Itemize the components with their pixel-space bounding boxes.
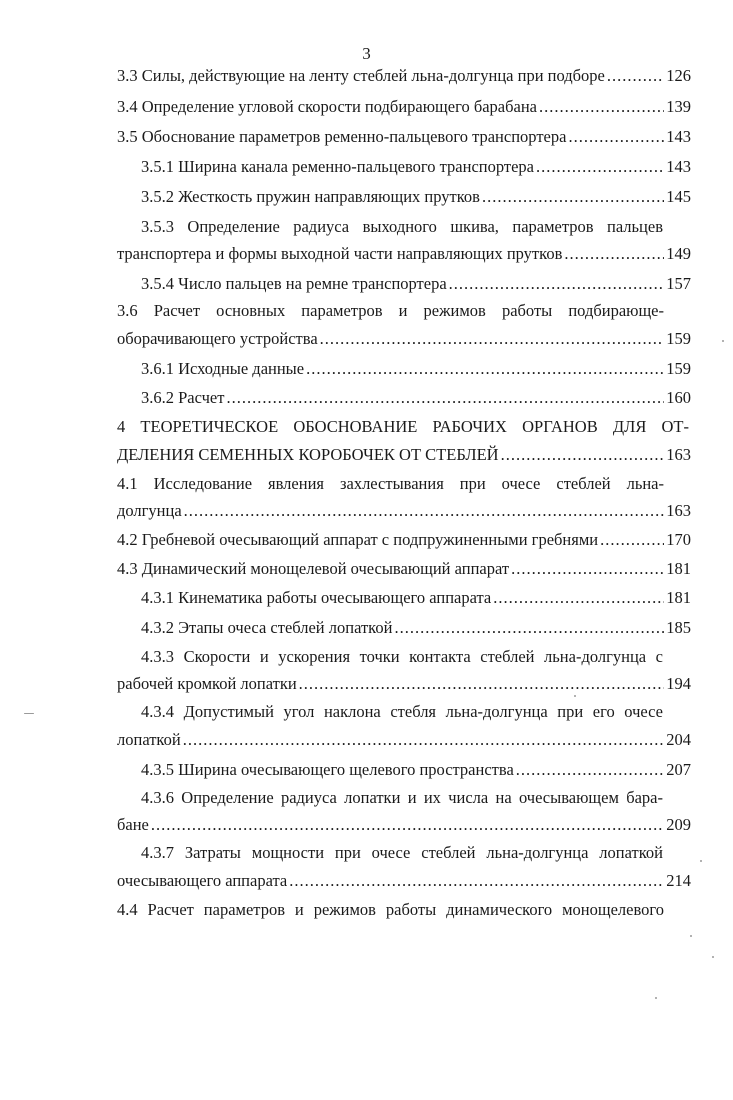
- toc-entry-3-5-3-line2[interactable]: [117, 244, 691, 264]
- toc-entry-title: 4 ТЕОРЕТИЧЕСКОЕ ОБОСНОВАНИЕ РАБОЧИХ ОРГАНОВ ДЛЯ ОТ-: [117, 417, 689, 436]
- toc-leader-dots: [607, 66, 664, 86]
- toc-entry-title: 4.3.2 Этапы очеса стеблей лопаткой: [141, 618, 393, 637]
- toc-leader-dots: [600, 530, 664, 550]
- toc-entry-4-3-1[interactable]: [141, 588, 691, 608]
- toc-leader-dots: [151, 815, 664, 835]
- toc-leader-dots: [449, 274, 665, 294]
- toc-entry-page: 181: [666, 559, 691, 578]
- toc-entry-title-cont: очесывающего аппарата: [117, 871, 288, 890]
- toc-leader-dots: [516, 760, 664, 780]
- toc-entry-title-cont: бане: [117, 815, 149, 834]
- toc-entry-title: 3.5.2 Жесткость пружин направляющих прутков: [141, 187, 480, 206]
- toc-leader-dots: [568, 127, 664, 147]
- toc-entry-4-4-line1[interactable]: [117, 900, 664, 920]
- toc-leader-dots: [493, 588, 664, 608]
- scan-speck: [655, 997, 657, 999]
- toc-leader-dots: [306, 359, 664, 379]
- toc-leader-dots: [320, 329, 665, 349]
- toc-entry-title: 4.3.5 Ширина очесывающего щелевого пространства: [141, 760, 514, 779]
- toc-entry-4-3[interactable]: [117, 559, 691, 579]
- toc-entry-title: 4.2 Гребневой очесывающий аппарат с подпружиненными гребнями: [117, 530, 599, 549]
- toc-entry-title: 4.3.3 Скорости и ускорения точки контакта стеблей льна-долгунца с: [141, 647, 663, 666]
- toc-entry-page: 163: [666, 445, 691, 464]
- toc-entry-title: 3.6.2 Расчет: [141, 388, 225, 407]
- toc-entry-page: 143: [666, 127, 691, 146]
- toc-entry-title: 4.3.7 Затраты мощности при очесе стеблей льна-долгунца лопаткой: [141, 843, 663, 862]
- toc-leader-dots: [184, 501, 665, 521]
- toc-entry-page: 126: [666, 66, 691, 85]
- scan-speck: [700, 860, 702, 862]
- toc-entry-3-5[interactable]: [117, 127, 691, 147]
- toc-entry-title-cont: долгунца: [117, 501, 182, 520]
- scan-speck: [690, 935, 692, 937]
- toc-entry-3-3[interactable]: [117, 66, 691, 86]
- toc-entry-4-1-line2[interactable]: [117, 501, 691, 521]
- toc-entry-title: 4.3.6 Определение радиуса лопатки и их числа на очесывающем бара-: [141, 788, 663, 807]
- toc-entry-title: 3.6 Расчет основных параметров и режимов работы подбирающе-: [117, 301, 664, 320]
- toc-entry-3-6-1[interactable]: [141, 359, 691, 379]
- toc-entry-4-3-2[interactable]: [141, 618, 691, 638]
- toc-leader-dots: [564, 244, 664, 264]
- toc-leader-dots: [289, 871, 664, 891]
- toc-entry-4-2[interactable]: [117, 530, 691, 550]
- toc-leader-dots: [183, 730, 665, 750]
- toc-entry-title: 3.3 Силы, действующие на ленту стеблей льна-долгунца при подборе: [117, 66, 605, 85]
- toc-entry-title: 3.5.1 Ширина канала ременно-пальцевого транспортера: [141, 157, 535, 176]
- toc-entry-3-5-1[interactable]: [141, 157, 691, 177]
- toc-entry-title: 3.5 Обоснование параметров ременно-пальцевого транспортера: [117, 127, 567, 146]
- toc-leader-dots: [539, 97, 664, 117]
- scan-speck: [712, 956, 714, 958]
- toc-leader-dots: [226, 388, 664, 408]
- scan-speck: [24, 713, 34, 714]
- toc-leader-dots: [299, 674, 665, 694]
- toc-leader-dots: [511, 559, 664, 579]
- toc-entry-title: 3.5.3 Определение радиуса выходного шкива, параметров пальцев: [141, 217, 663, 236]
- toc-entry-4-3-4-line2[interactable]: [117, 730, 691, 750]
- toc-entry-page: 214: [666, 871, 691, 890]
- toc-entry-title-cont: лопаткой: [117, 730, 181, 749]
- toc-entry-title: 4.4 Расчет параметров и режимов работы динамического монощелевого: [117, 900, 664, 919]
- toc-entry-page: 160: [666, 388, 691, 407]
- toc-leader-dots: [482, 187, 664, 207]
- toc-entry-page: 181: [666, 588, 691, 607]
- toc-entry-title: 3.6.1 Исходные данные: [141, 359, 305, 378]
- toc-entry-page: 159: [666, 359, 691, 378]
- toc-entry-page: 170: [666, 530, 691, 549]
- toc-entry-title-cont: транспортера и формы выходной части направляющих прутков: [117, 244, 563, 263]
- toc-entry-3-6-line1[interactable]: [117, 301, 664, 321]
- toc-entry-title: 3.4 Определение угловой скорости подбирающего барабана: [117, 97, 537, 116]
- toc-entry-4-line1[interactable]: [117, 417, 689, 437]
- toc-leader-dots: [394, 618, 664, 638]
- toc-entry-page: 204: [666, 730, 691, 749]
- toc-entry-title: 4.3 Динамический монощелевой очесывающий аппарат: [117, 559, 510, 578]
- toc-entry-4-1-line1[interactable]: [117, 474, 664, 494]
- toc-entry-4-line2[interactable]: [117, 445, 691, 465]
- toc-entry-4-3-7-line2[interactable]: [117, 871, 691, 891]
- toc-entry-3-5-3-line1[interactable]: [141, 217, 663, 237]
- scan-speck: [722, 340, 724, 342]
- toc-entry-title: 4.1 Исследование явления захлестывания при очесе стеблей льна-: [117, 474, 664, 493]
- toc-entry-page: 149: [666, 244, 691, 263]
- toc-entry-page: 194: [666, 674, 691, 693]
- toc-entry-4-3-6-line1[interactable]: [141, 788, 663, 808]
- toc-entry-3-5-2[interactable]: [141, 187, 691, 207]
- toc-entry-page: 145: [666, 187, 691, 206]
- toc-entry-4-3-3-line1[interactable]: [141, 647, 663, 667]
- page-number: 3: [362, 44, 371, 63]
- toc-entry-title: 4.3.1 Кинематика работы очесывающего аппарата: [141, 588, 492, 607]
- toc-entry-3-6-line2[interactable]: [117, 329, 691, 349]
- toc-entry-page: 185: [666, 618, 691, 637]
- toc-leader-dots: [501, 445, 665, 465]
- toc-entry-4-3-5[interactable]: [141, 760, 691, 780]
- toc-entry-page: 157: [666, 274, 691, 293]
- toc-entry-title-cont: рабочей кромкой лопатки: [117, 674, 297, 693]
- toc-entry-4-3-3-line2[interactable]: [117, 674, 691, 694]
- toc-entry-3-5-4[interactable]: [141, 274, 691, 294]
- toc-entry-title-cont: ДЕЛЕНИЯ СЕМЕННЫХ КОРОБОЧЕК ОТ СТЕБЛЕЙ: [117, 445, 499, 464]
- scan-speck: [574, 695, 576, 697]
- toc-entry-4-3-4-line1[interactable]: [141, 702, 663, 722]
- toc-entry-title-cont: оборачивающего устройства: [117, 329, 318, 348]
- toc-entry-title: 4.3.4 Допустимый угол наклона стебля льна-долгунца при его очесе: [141, 702, 663, 721]
- toc-entry-4-3-7-line1[interactable]: [141, 843, 663, 863]
- toc-entry-title: 3.5.4 Число пальцев на ремне транспортера: [141, 274, 447, 293]
- toc-entry-4-3-6-line2[interactable]: [117, 815, 691, 835]
- toc-entry-page: 139: [666, 97, 691, 116]
- toc-entry-page: 163: [666, 501, 691, 520]
- toc-entry-page: 143: [666, 157, 691, 176]
- toc-entry-page: 207: [666, 760, 691, 779]
- toc-entry-3-6-2[interactable]: [141, 388, 691, 408]
- toc-entry-3-4[interactable]: [117, 97, 691, 117]
- toc-leader-dots: [536, 157, 664, 177]
- toc-entry-page: 209: [666, 815, 691, 834]
- toc-entry-page: 159: [666, 329, 691, 348]
